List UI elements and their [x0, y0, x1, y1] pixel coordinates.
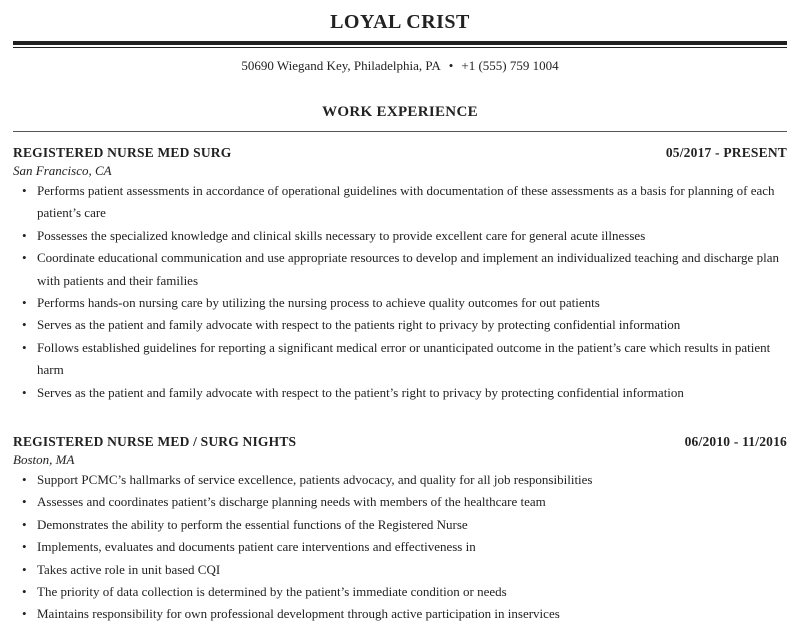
bullet-icon: • — [22, 584, 27, 600]
job-entry — [13, 433, 787, 626]
bullet-icon: • — [22, 516, 27, 532]
duty-text: Follows established guidelines for reporting a significant medical error or unanticipated outcome in the patient’s care which results in patient harm — [37, 339, 771, 378]
header-rule-thin — [13, 47, 787, 48]
candidate-name: LOYAL CRIST — [330, 11, 470, 33]
resume-page — [13, 0, 787, 622]
duty-item — [13, 382, 787, 404]
bullet-icon: • — [22, 339, 27, 355]
duty-text: Support PCMC’s hallmarks of service excellence, patients advocacy, and quality for all job responsibilities — [37, 472, 593, 487]
bullet-icon: • — [22, 227, 27, 243]
bullet-icon: • — [22, 606, 27, 622]
duty-text: Performs patient assessments in accordance of operational guidelines with documentation of these assessments as a basis for planning of each patient’s care — [37, 183, 775, 221]
job-header — [13, 433, 787, 451]
duty-list — [13, 469, 787, 626]
job-title: REGISTERED NURSE MED / SURG NIGHTS — [13, 434, 297, 449]
job-dates: 05/2017 - PRESENT — [665, 145, 787, 160]
section-rule — [13, 131, 787, 132]
duty-item — [13, 337, 787, 382]
job-title: REGISTERED NURSE MED SURG — [13, 145, 232, 160]
bullet-icon: • — [22, 472, 27, 487]
bullet-icon: • — [22, 317, 27, 333]
duty-item — [13, 180, 787, 225]
duty-text: Serves as the patient and family advocate with respect to the patients right to privacy by protecting confidential information — [37, 317, 681, 333]
duty-item — [13, 491, 787, 513]
job-header — [13, 144, 787, 162]
duty-text: Assesses and coordinates patient’s discharge planning needs with members of the healthcare team — [37, 494, 546, 510]
bullet-icon: • — [22, 295, 27, 311]
duty-item — [13, 247, 787, 292]
contact-separator: • — [448, 58, 454, 73]
duty-list — [13, 180, 787, 404]
job-location: San Francisco, CA — [13, 163, 112, 178]
duty-text: Possesses the specialized knowledge and clinical skills necessary to provide excellent care for general acute illnesses — [37, 227, 646, 243]
bullet-icon: • — [22, 494, 27, 510]
bullet-icon: • — [22, 250, 27, 266]
duty-text: The priority of data collection is determined by the patient’s immediate condition or needs — [37, 584, 507, 600]
contact-address: 50690 Wiegand Key, Philadelphia, PA — [241, 58, 441, 73]
duty-item — [13, 581, 787, 603]
contact-line — [13, 57, 787, 75]
duty-item — [13, 514, 787, 536]
duty-text: Implements, evaluates and documents patient care interventions and effectiveness in — [37, 539, 476, 555]
duty-text: Coordinate educational communication and use appropriate resources to develop and implement an individualized teaching and discharge plan with patients and their families — [37, 250, 779, 288]
bullet-icon: • — [22, 183, 27, 198]
duty-item — [13, 559, 787, 581]
bullet-icon: • — [22, 561, 27, 577]
bullet-icon: • — [22, 539, 27, 555]
duty-item — [13, 536, 787, 558]
duty-item — [13, 603, 787, 625]
bullet-icon: • — [22, 384, 27, 400]
contact-phone: +1 (555) 759 1004 — [461, 58, 559, 73]
section-title-work-experience: WORK EXPERIENCE — [322, 104, 478, 120]
duty-item — [13, 469, 787, 491]
header-rule-thick — [13, 41, 787, 45]
duty-text: Maintains responsibility for own professional development through active participation in inservices — [37, 606, 560, 622]
job-entry — [13, 144, 787, 404]
duty-text: Performs hands-on nursing care by utilizing the nursing process to achieve quality outcomes for out patients — [37, 295, 600, 311]
duty-text: Serves as the patient and family advocate with respect to the patient’s right to privacy by protecting confidential information — [37, 384, 684, 400]
duty-item — [13, 292, 787, 314]
duty-item — [13, 225, 787, 247]
duty-text: Takes active role in unit based CQI — [37, 561, 221, 577]
job-location: Boston, MA — [13, 452, 75, 467]
duty-text: Demonstrates the ability to perform the essential functions of the Registered Nurse — [37, 516, 468, 532]
duty-item — [13, 314, 787, 336]
job-dates: 06/2010 - 11/2016 — [684, 434, 787, 449]
